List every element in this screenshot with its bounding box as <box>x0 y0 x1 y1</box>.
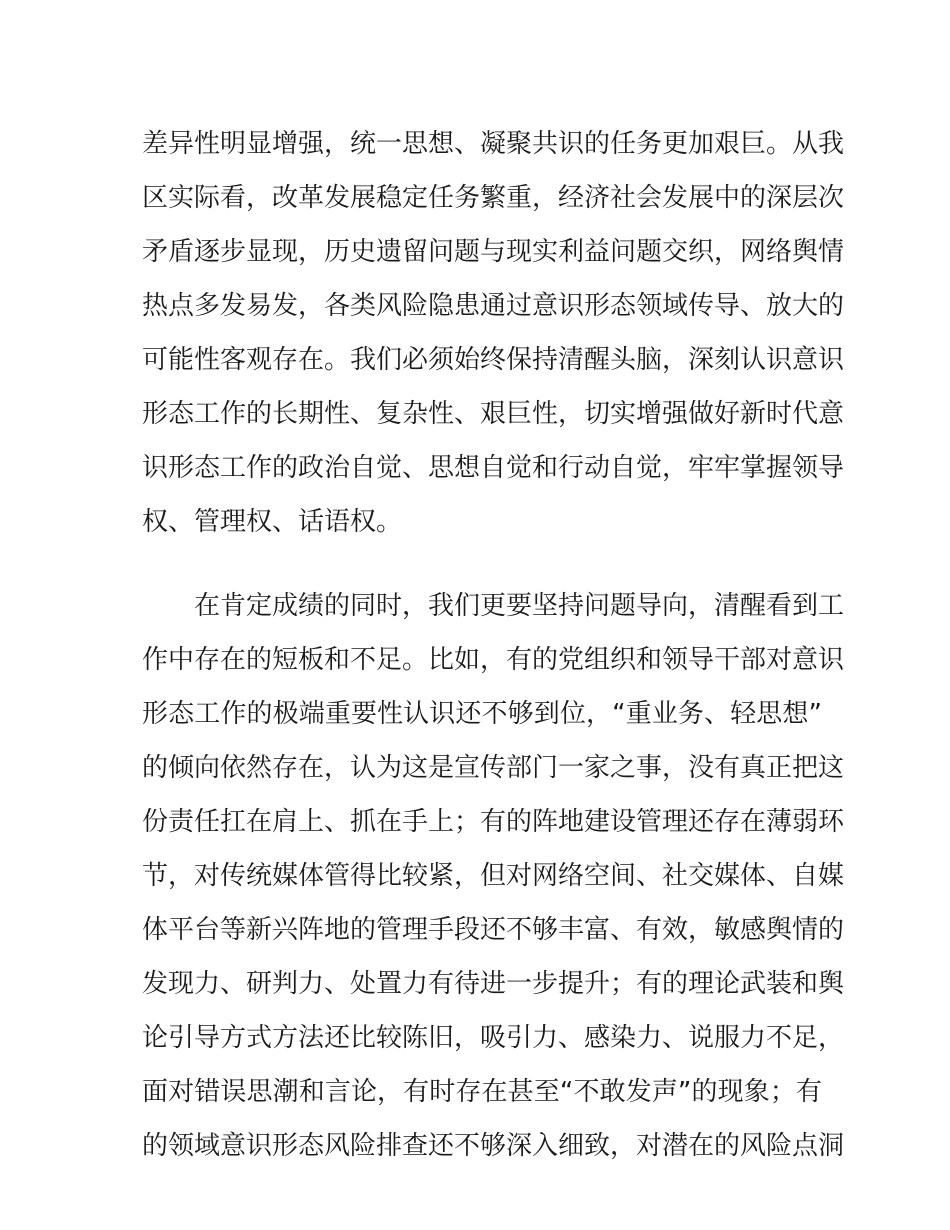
text-line: 可能性客观存在。我们必须始终保持清醒头脑，深刻认识意识 <box>142 345 845 375</box>
text-line: 形态工作的长期性、复杂性、艰巨性，切实增强做好新时代意 <box>142 399 845 429</box>
text-line: 论引导方式方法还比较陈旧，吸引力、感染力、说服力不足， <box>142 1023 845 1053</box>
text-line: 形态工作的极端重要性认识还不够到位，“重业务、轻思想” <box>142 699 822 729</box>
text-line: 矛盾逐步显现，历史遗留问题与现实利益问题交织，网络舆情 <box>142 237 845 267</box>
text-line: 的倾向依然存在，认为这是宣传部门一家之事，没有真正把这 <box>142 753 845 783</box>
text-line: 权、管理权、话语权。 <box>142 507 403 537</box>
text-line: 识形态工作的政治自觉、思想自觉和行动自觉，牢牢掌握领导 <box>142 453 845 483</box>
text-line: 在肯定成绩的同时，我们更要坚持问题导向，清醒看到工 <box>194 591 845 621</box>
text-line: 份责任扛在肩上、抓在手上；有的阵地建设管理还存在薄弱环 <box>142 807 845 837</box>
text-line: 发现力、研判力、处置力有待进一步提升；有的理论武装和舆 <box>142 969 845 999</box>
text-line: 差异性明显增强，统一思想、凝聚共识的任务更加艰巨。从我 <box>142 129 845 159</box>
text-line: 作中存在的短板和不足。比如，有的党组织和领导干部对意识 <box>142 645 845 675</box>
text-line: 面对错误思潮和言论，有时存在甚至“不敢发声”的现象；有 <box>142 1077 822 1107</box>
text-line: 热点多发易发，各类风险隐患通过意识形态领域传导、放大的 <box>142 291 845 321</box>
text-line: 节，对传统媒体管得比较紧，但对网络空间、社交媒体、自媒 <box>142 861 845 891</box>
text-line: 的领域意识形态风险排查还不够深入细致，对潜在的风险点洞 <box>142 1131 845 1161</box>
text-line: 体平台等新兴阵地的管理手段还不够丰富、有效，敏感舆情的 <box>142 915 845 945</box>
text-line: 区实际看，改革发展稳定任务繁重，经济社会发展中的深层次 <box>142 183 845 213</box>
